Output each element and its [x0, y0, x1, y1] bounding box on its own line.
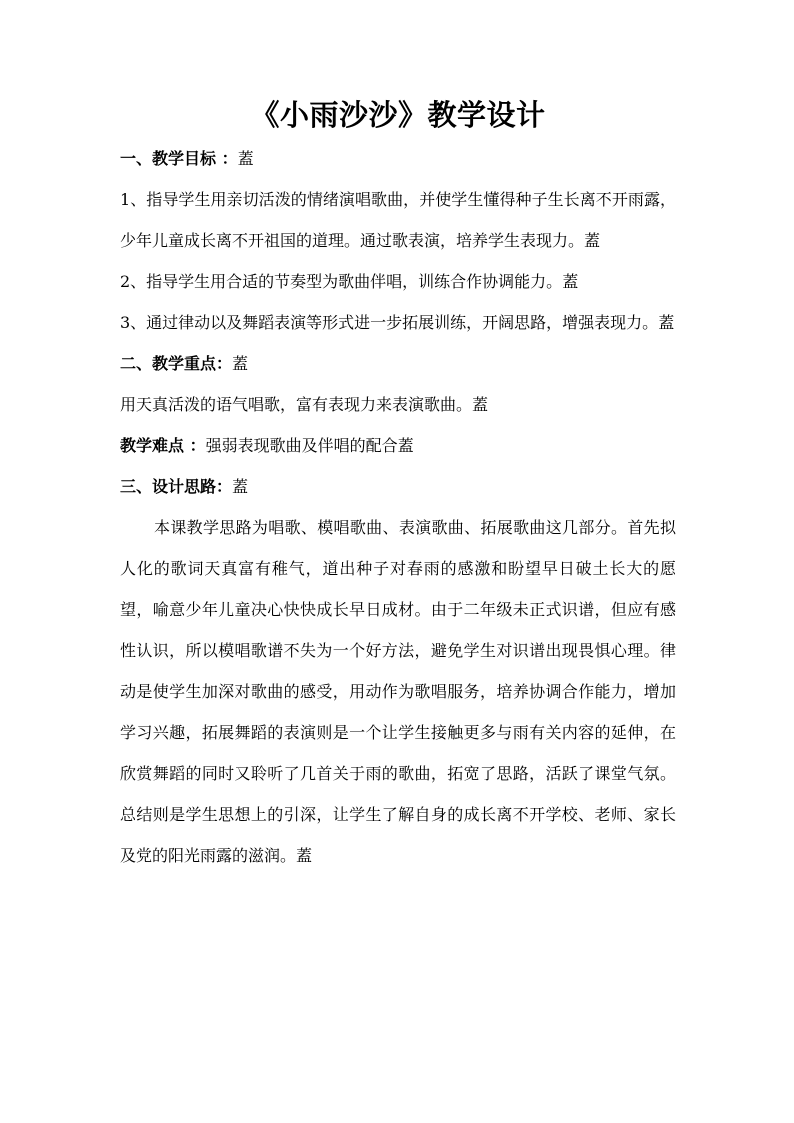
section-heading-design-text: 三、设计思路： — [120, 477, 233, 496]
document-title: 《小雨沙沙》教学设计 — [250, 98, 546, 132]
difficulty-label: 教学难点 ： — [120, 436, 206, 455]
paragraph-mark: 蓋 — [296, 846, 313, 865]
paragraph-mark: 蓋 — [397, 436, 414, 455]
objective-item-2 — [120, 261, 676, 302]
objective-item-3-text: 3、通过律动以及舞蹈表演等形式进一步拓展训练，开阔思路，增强表现力。 — [120, 313, 659, 332]
key-points-body: 用天真活泼的语气唱歌，富有表现力来表演歌曲。 — [120, 395, 473, 414]
paragraph-mark: 蓋 — [472, 395, 489, 414]
paragraph-mark: 蓋 — [584, 231, 601, 250]
objective-item-3 — [120, 302, 676, 343]
section-heading-key-points — [120, 343, 676, 384]
objective-item-1-text: 1、指导学生用亲切活泼的情绪演唱歌曲，并使学生懂得种子生长离不开雨露，少年儿童成长离不开祖国的道理。通过歌表演，培养学生表现力。 — [120, 190, 676, 250]
key-points-text — [120, 384, 676, 425]
section-heading-key-points-text: 二、教学重点： — [120, 354, 233, 373]
section-heading-objectives — [120, 138, 676, 179]
paragraph-mark: 蓋 — [562, 272, 579, 291]
design-paragraph — [120, 507, 676, 876]
paragraph-mark: 蓋 — [232, 477, 249, 496]
paragraph-mark: 蓋 — [237, 149, 254, 168]
paragraph-mark: 蓋 — [658, 313, 675, 332]
difficulty-text: 强弱表现歌曲及伴唱的配合 — [205, 436, 398, 455]
design-paragraph-text: 本课教学思路为唱歌、模唱歌曲、表演歌曲、拓展歌曲这几部分。首先拟人化的歌词天真富有稚气，道出种子对春雨的感激和盼望早日破土长大的愿望，喻意少年儿童决心快快成长早日成材。由于二年级未正式识谱，但应有感性认识，所以模唱歌谱不失为一个好方法，避免学生对识谱出现畏惧心理。律动是使学生加深对歌曲的感受，用动作为歌唱服务，培养协调合作能力，增加学习兴趣，拓展舞蹈的表演则是一个让学生接触更多与雨有关内容的延伸，在欣赏舞蹈的同时又聆听了几首关于雨的歌曲，拓宽了思路，活跃了课堂气氛。总结则是学生思想上的引深，让学生了解自身的成长离不开学校、老师、家长及党的阳光雨露的滋润。 — [120, 518, 676, 865]
difficulty-line — [120, 425, 676, 466]
paragraph-mark: 蓋 — [232, 354, 249, 373]
objective-item-1 — [120, 179, 676, 261]
document-page — [120, 92, 676, 876]
objective-item-2-text: 2、指导学生用合适的节奏型为歌曲伴唱，训练合作协调能力。 — [120, 272, 563, 291]
section-heading-objectives-text: 一、教学目标 ： — [120, 149, 238, 168]
section-heading-design — [120, 466, 676, 507]
